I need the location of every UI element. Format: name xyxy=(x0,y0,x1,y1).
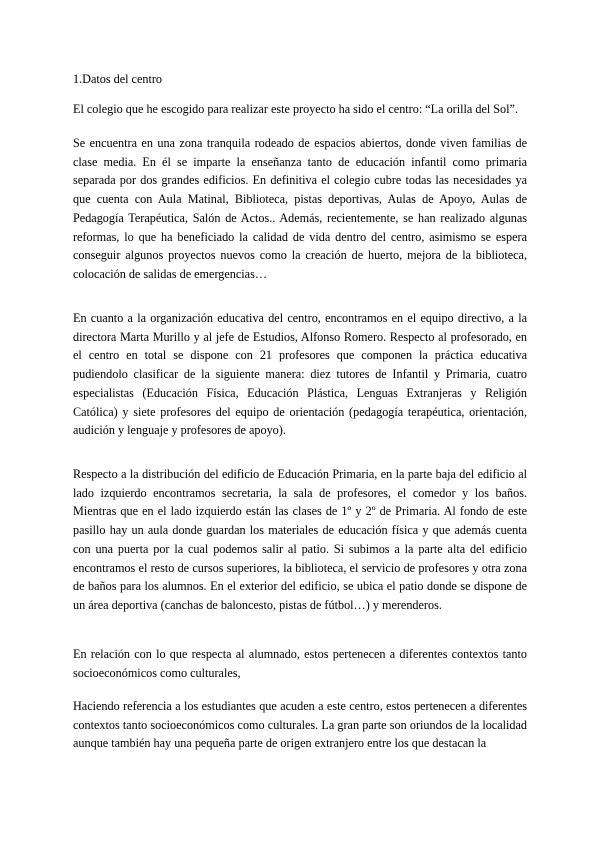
paragraph-building-distribution: Respecto a la distribución del edificio de Educación Primaria, en la parte baja del edificio al lado izquierdo encontramos secretaria, la sala de profesores, el comedor y los baños. Mientras que en el lado izquierdo están las clases de 1º y 2º de Primaria. Al fondo de este pasillo hay un aula donde guardan los materiales de educación física y que además cuenta con una puerta por la cual podemos salir al patio. Si subimos a la parte alta del edificio encontramos el resto de cursos superiores, la biblioteca, el servicio de profesores y otra zona de baños para los alumnos. En el exterior del edificio, se ubica el patio donde se dispone de un área deportiva (canchas de baloncesto, pistas de fútbol…) y merenderos. xyxy=(73,467,527,612)
paragraph-students-origin: Haciendo referencia a los estudiantes que acuden a este centro, estos pertenecen a diferentes contextos tanto socioeconómicos como culturales. La gran parte son oriundos de la localidad aunque también hay una pequeña parte de origen extranjero entre los que destacan la xyxy=(73,699,527,751)
section-heading: 1.Datos del centro xyxy=(73,72,163,86)
paragraph-organization: En cuanto a la organización educativa del centro, encontramos en el equipo directivo, a la directora Marta Murillo y al jefe de Estudios, Alfonso Romero. Respecto al profesorado, en el centro en total se dispone con 21 profesores que componen la práctica educativa pudiendolo clasificar de la siguiente manera: diez tutores de Infantil y Primaria, cuatro especialistas (Educación Física, Educación Plástica, Lenguas Extranjeras y Religión Católica) y siete profesores del equipo de orientación (pedagogía terapéutica, orientación, audición y lenguaje y profesores de apoyo). xyxy=(73,311,527,438)
paragraph-students-intro: En relación con lo que respecta al alumnado, estos pertenecen a diferentes contextos tanto socioeconómicos como culturales, xyxy=(73,647,527,680)
paragraph-school-name: El colegio que he escogido para realizar este proyecto ha sido el centro: “La orilla del Sol”. xyxy=(73,102,518,116)
paragraph-location-facilities: Se encuentra en una zona tranquila rodeado de espacios abiertos, donde viven familias de clase media. En él se imparte la enseñanza tanto de educación infantil como primaria separada por dos grandes edificios. En definitiva el colegio cubre todas las necesidades ya que cuenta con Aula Matinal, Biblioteca, pistas deportivas, Aulas de Apoyo, Aulas de Pedagogía Terapéutica, Salón de Actos.. Además, recientemente, se han realizado algunas reformas, lo que ha beneficiado la calidad de vida dentro del centro, asimismo se espera conseguir algunos proyectos nuevos como la creación de huerto, mejora de la biblioteca, colocación de salidas de emergencias… xyxy=(73,136,527,281)
